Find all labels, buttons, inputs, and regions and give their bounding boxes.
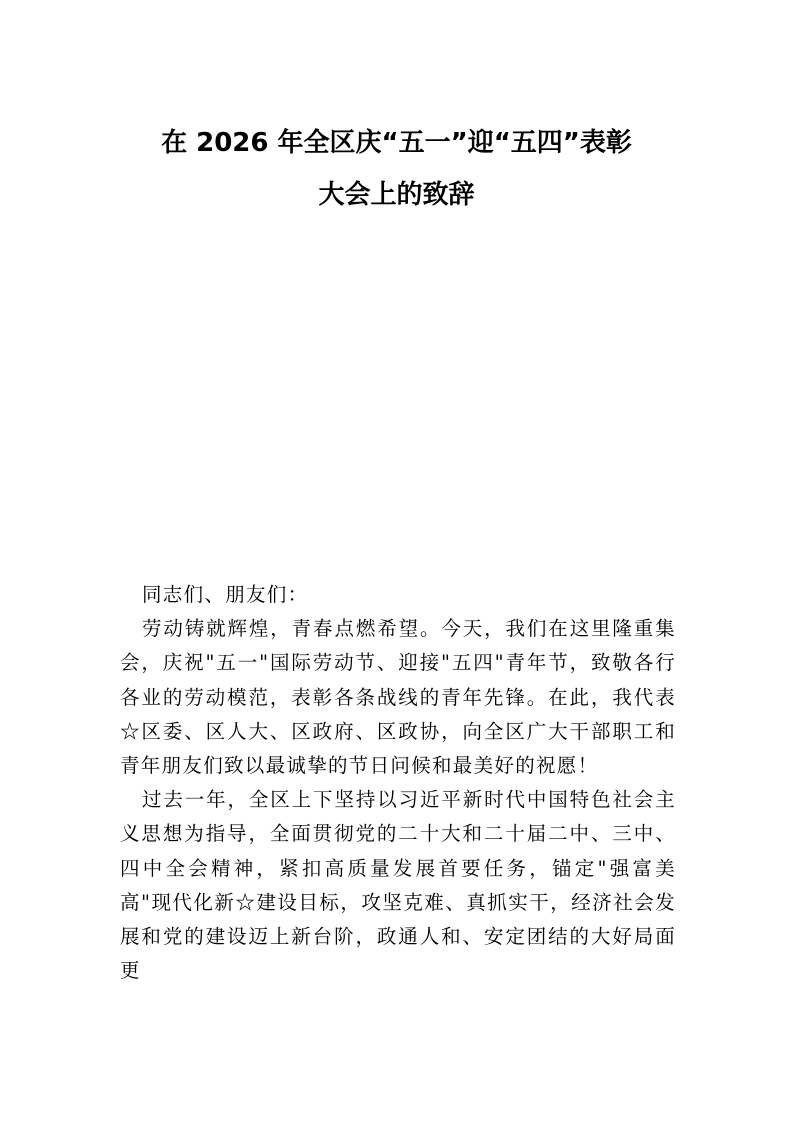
document-body <box>120 578 676 988</box>
document-title-line-1: 在 2026 年全区庆“五一”迎“五四”表彰 <box>161 128 632 158</box>
document-title-line-2: 大会上的致辞 <box>318 180 475 210</box>
paragraph-1: 劳动铸就辉煌，青春点燃希望。今天，我们在这里隆重集会，庆祝"五一"国际劳动节、迎接"五四"青年节，致敬各行各业的劳动模范，表彰各条战线的青年先锋。在此，我代表☆区委、区人大、区政府、区政协，向全区广大干部职工和青年朋友们致以最诚挚的节日问候和最美好的祝愿！ <box>120 617 676 778</box>
greeting: 同志们、朋友们： <box>142 583 309 606</box>
paragraph-2: 过去一年，全区上下坚持以习近平新时代中国特色社会主义思想为指导，全面贯彻党的二十大和二十届二中、三中、四中全会精神，紧扣高质量发展首要任务，锚定"强富美高"现代化新☆建设目标，攻坚克难、真抓实干，经济社会发展和党的建设迈上新台阶，政通人和、安定团结的大好局面更 <box>120 788 676 983</box>
